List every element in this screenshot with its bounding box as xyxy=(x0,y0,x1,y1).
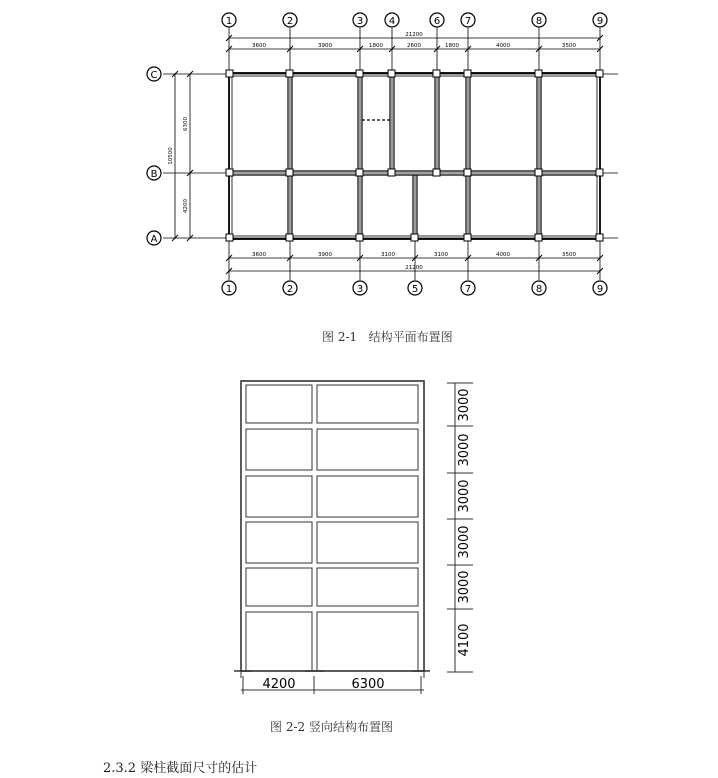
elevation-height-label: 3000 xyxy=(457,479,472,513)
plan-dim-top: 1800 xyxy=(445,43,459,49)
elevation-span-label: 6300 xyxy=(351,677,385,692)
figure-caption-2-2: 图 2-2 竖向结构布置图 xyxy=(270,720,393,734)
plan-left-dimensions xyxy=(168,71,193,241)
axis-label: 1 xyxy=(225,284,233,295)
plan-columns xyxy=(226,70,603,241)
plan-axis-bubbles-bottom xyxy=(222,281,607,295)
plan-dim-left: 4200 xyxy=(183,199,189,213)
elevation-height-label: 4100 xyxy=(457,623,472,657)
plan-top-dimensions xyxy=(226,32,603,52)
axis-label: A xyxy=(150,234,158,245)
plan-dim-top: 3500 xyxy=(562,43,576,49)
plan-dim-top: 3900 xyxy=(318,43,332,49)
axis-label: 8 xyxy=(535,284,543,295)
plan-dim-top: 2600 xyxy=(407,43,421,49)
plan-axis-bubbles-top xyxy=(222,13,607,27)
plan-total-left: 10500 xyxy=(168,147,174,165)
plan-dim-bottom: 3900 xyxy=(318,252,332,258)
elevation-height-label: 3000 xyxy=(457,388,472,422)
plan-dim-bottom: 3100 xyxy=(434,252,448,258)
plan-dim-bottom: 3100 xyxy=(381,252,395,258)
elevation-frame xyxy=(234,381,430,678)
elevation-span-dimensions xyxy=(241,676,424,694)
plan-dim-top: 1800 xyxy=(369,43,383,49)
plan-bottom-dimensions xyxy=(226,252,603,274)
axis-label: 8 xyxy=(535,16,543,27)
figure-caption-2-1: 图 2-1 结构平面布置图 xyxy=(322,330,453,344)
plan-axis-bubbles-left xyxy=(147,67,161,245)
axis-label: 9 xyxy=(596,284,604,295)
axis-label: 7 xyxy=(464,16,472,27)
plan-dim-top: 3600 xyxy=(252,43,266,49)
axis-label: 7 xyxy=(464,284,472,295)
elevation-height-label: 3000 xyxy=(457,433,472,467)
elevation-span-label: 4200 xyxy=(262,677,296,692)
axis-label: 4 xyxy=(388,16,396,27)
plan-dim-bottom: 3500 xyxy=(562,252,576,258)
axis-label: 3 xyxy=(356,16,364,27)
plan-dim-top: 4000 xyxy=(496,43,510,49)
axis-label: 9 xyxy=(596,16,604,27)
plan-total-top: 21200 xyxy=(405,32,423,38)
axis-label: 2 xyxy=(286,16,294,27)
elevation-height-label: 3000 xyxy=(457,525,472,559)
axis-label: 1 xyxy=(225,16,233,27)
plan-dim-left: 6300 xyxy=(183,117,189,131)
structural-plan-figure xyxy=(0,0,718,320)
axis-label: B xyxy=(150,169,158,180)
axis-label: 2 xyxy=(286,284,294,295)
axis-label: 3 xyxy=(356,284,364,295)
plan-beams xyxy=(229,73,600,239)
axis-label: 5 xyxy=(411,284,419,295)
section-heading: 2.3.2 梁柱截面尺寸的估计 xyxy=(103,761,258,776)
plan-dim-bottom: 3600 xyxy=(252,252,266,258)
elevation-height-dimensions xyxy=(447,383,473,672)
elevation-height-label: 3000 xyxy=(457,570,472,604)
axis-label: 6 xyxy=(433,16,441,27)
axis-label: C xyxy=(150,70,158,81)
plan-dim-bottom: 4000 xyxy=(496,252,510,258)
plan-total-bottom: 21200 xyxy=(405,265,423,271)
